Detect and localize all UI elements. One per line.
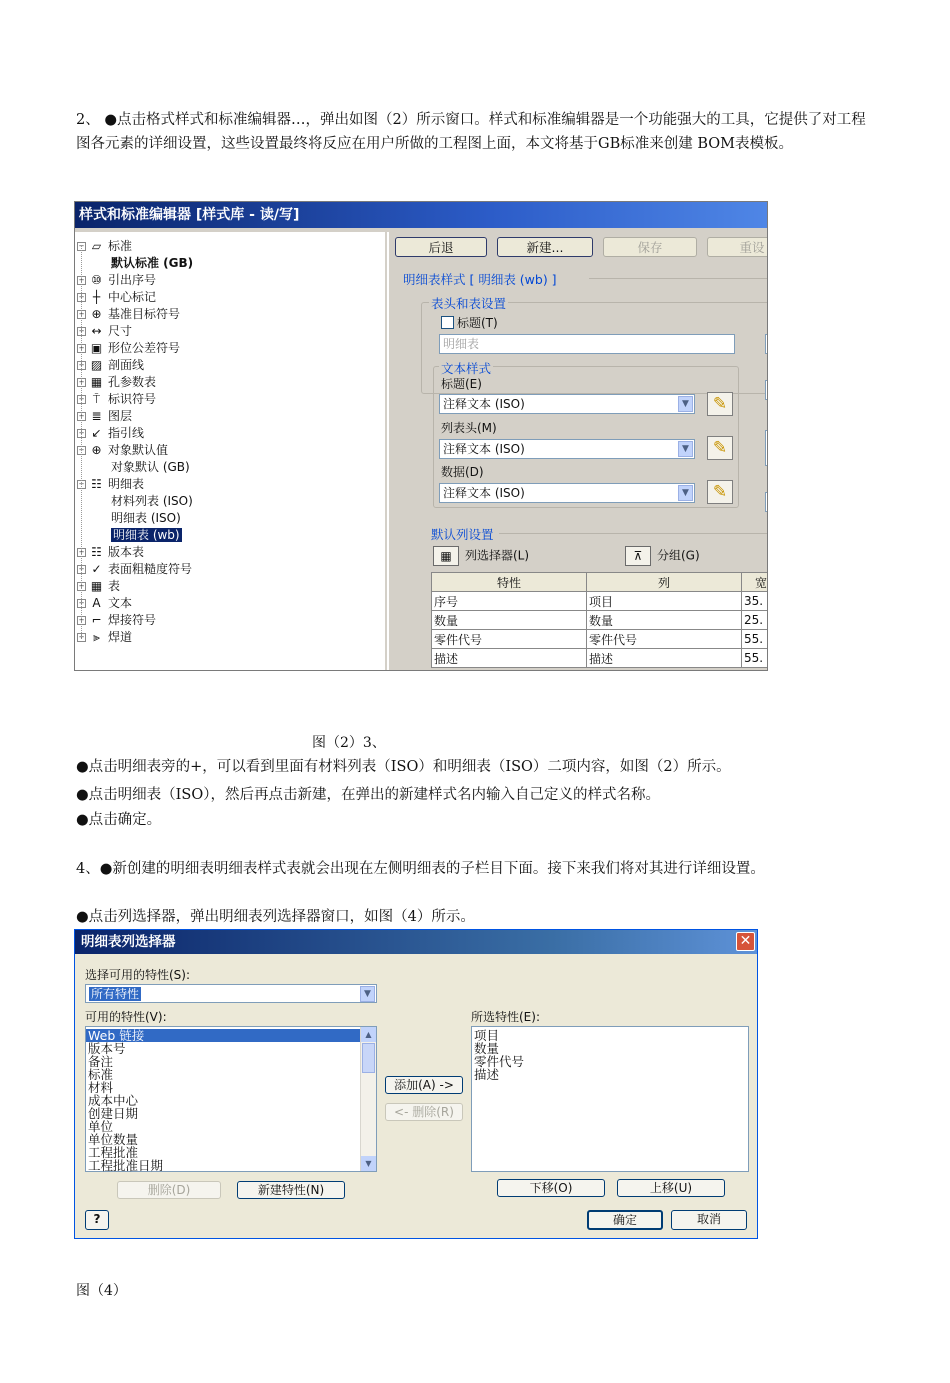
default-columns-grid[interactable] <box>431 572 768 668</box>
list-item[interactable]: 创建日期 <box>88 1106 139 1121</box>
new-property-button[interactable]: 新建特性(N) <box>237 1181 345 1199</box>
grid-cell: 描述 <box>587 649 742 668</box>
title-style-select[interactable] <box>439 394 695 414</box>
chevron-down-icon: ▼ <box>360 986 375 1002</box>
standard-icon: ▱ <box>91 239 102 253</box>
tree-item-label: 默认标准 (GB) <box>111 256 194 270</box>
scroll-thumb[interactable] <box>362 1043 375 1073</box>
move-down-button[interactable]: 下移(O) <box>497 1179 605 1197</box>
figure-caption-2: 图（2）3、 <box>312 735 386 751</box>
available-properties-label: 可用的特性(V): <box>85 1010 167 1024</box>
grid-cell: 25. <box>742 611 769 630</box>
column-chooser-icon: ▦ <box>433 546 459 566</box>
expand-icon[interactable]: + <box>78 633 85 641</box>
group-icon: ⊼ <box>625 546 651 566</box>
dimension-icon: ↔ <box>91 324 102 338</box>
tree-item[interactable] <box>77 323 132 340</box>
table-icon: ▦ <box>90 579 103 593</box>
tree-item-label: 指引线 <box>108 426 145 440</box>
tree-item[interactable] <box>77 272 156 289</box>
table-row[interactable] <box>432 630 769 649</box>
tree-item[interactable] <box>77 595 132 612</box>
scroll-down-icon[interactable]: ▼ <box>361 1156 376 1171</box>
help-icon[interactable]: ? <box>85 1210 109 1230</box>
ok-button[interactable]: 确定 <box>587 1210 663 1230</box>
grid-header-column[interactable]: 列 <box>587 573 742 592</box>
expand-icon[interactable]: + <box>78 344 85 352</box>
hatch-icon: ▨ <box>90 358 103 372</box>
list-item[interactable]: 工程批准日期 <box>88 1158 164 1173</box>
clipped-input[interactable] <box>765 380 768 400</box>
column-header-style-select[interactable] <box>439 439 695 459</box>
tree-item[interactable] <box>77 340 180 357</box>
grid-cell: 35. <box>742 592 769 611</box>
grid-header-width[interactable]: 宽 <box>742 573 769 592</box>
title-checkbox-label: 标题(T) <box>457 316 498 330</box>
tree-item-label: 对象默认 (GB) <box>111 460 190 474</box>
grid-header-row <box>432 573 769 592</box>
tree-item[interactable] <box>77 357 144 374</box>
tree-item[interactable] <box>77 391 156 408</box>
list-item[interactable]: 版本号 <box>88 1041 126 1056</box>
new-button[interactable]: 新建... <box>497 237 593 257</box>
grid-header-property[interactable]: 特性 <box>432 573 587 592</box>
bullet-expand: ●点击明细表旁的+，可以看到里面有材料列表（ISO）和明细表（ISO）二项内容，如图（2）所示。 <box>76 759 731 775</box>
list-scrollbar[interactable] <box>360 1027 376 1171</box>
object-defaults-icon: ⊕ <box>91 443 102 457</box>
cancel-button[interactable]: 取消 <box>671 1210 747 1230</box>
chevron-down-icon: ▼ <box>678 485 693 501</box>
available-properties-list[interactable] <box>85 1026 377 1172</box>
title-style-value: 注释文本 (ISO) <box>443 397 525 411</box>
clipped-input[interactable] <box>765 492 768 512</box>
tree-item[interactable] <box>77 578 120 595</box>
step4-paragraph: 4、●新创建的明细表明细表样式表就会出现在左侧明细表的子栏目下面。接下来我们将对其进行详细设置。 <box>76 861 765 877</box>
window-title: 样式和标准编辑器 [样式库 - 读/写] <box>75 202 767 228</box>
grid-cell: 序号 <box>432 592 587 611</box>
column-chooser-label: 列选择器(L) <box>465 548 530 563</box>
pencil-icon[interactable]: ✎ <box>707 480 733 504</box>
tree-item-label: 明细表 (wb) <box>113 528 180 542</box>
grid-cell: 数量 <box>432 611 587 630</box>
center-mark-icon: ┼ <box>92 290 101 304</box>
style-tree[interactable] <box>75 232 385 671</box>
list-item[interactable]: 零件代号 <box>474 1054 525 1069</box>
grid-cell: 项目 <box>587 592 742 611</box>
group-label: 分组(G) <box>657 548 700 563</box>
table-row[interactable] <box>432 611 769 630</box>
header-divider <box>589 278 768 279</box>
tree-item-label: 标准 <box>108 239 133 253</box>
tree-item[interactable] <box>77 306 180 323</box>
leader-icon: ↙ <box>91 426 102 440</box>
expand-icon[interactable]: + <box>78 276 85 284</box>
tree-item[interactable] <box>77 612 156 629</box>
expand-icon[interactable]: + <box>78 565 85 573</box>
intro-paragraph: 2、 ●点击格式样式和标准编辑器…，弹出如图（2）所示窗口。样式和标准编辑器是一个功能强大的工具，它提供了对工程图各元素的详细设置，这些设置最终将反应在用户所做的工程图上面，本文将基于GB标准来创建 BOM表模板。 <box>76 112 866 152</box>
group-button[interactable] <box>625 546 700 566</box>
column-chooser-button[interactable] <box>433 546 529 566</box>
tree-item-label: 基准目标符号 <box>108 307 181 321</box>
expand-icon[interactable]: + <box>78 310 85 318</box>
chevron-down-icon: ▼ <box>678 441 693 457</box>
tree-item[interactable] <box>111 459 190 476</box>
list-item[interactable]: 项目 <box>474 1028 500 1043</box>
bullet-new-style: ●点击明细表（ISO），然后再点击新建，在弹出的新建样式名内输入自己定义的样式名称。 <box>76 787 660 803</box>
pencil-icon[interactable]: ✎ <box>707 392 733 416</box>
selected-properties-list[interactable] <box>471 1026 749 1172</box>
expand-icon[interactable]: + <box>78 616 85 624</box>
tree-item[interactable] <box>77 238 132 255</box>
grid-cell: 数量 <box>587 611 742 630</box>
selected-properties-label: 所选特性(E): <box>471 1010 540 1024</box>
list-item[interactable]: 备注 <box>88 1054 114 1069</box>
select-properties-label: 选择可用的特性(S): <box>85 968 191 982</box>
column-header-label: 列表头(M) <box>441 421 497 435</box>
grid-cell: 描述 <box>432 649 587 668</box>
expand-icon[interactable]: + <box>78 548 85 556</box>
tree-item-label: 材料列表 (ISO) <box>111 494 193 508</box>
default-cols-divider <box>499 533 768 534</box>
list-item[interactable]: 描述 <box>474 1067 500 1082</box>
tree-item-label: 明细表 <box>108 477 145 491</box>
back-button[interactable]: 后退 <box>395 237 487 257</box>
chevron-down-icon: ▼ <box>678 396 693 412</box>
move-up-button[interactable]: 上移(U) <box>617 1179 725 1197</box>
tree-item-label: 形位公差符号 <box>108 341 181 355</box>
tree-item-label: 中心标记 <box>108 290 157 304</box>
tree-item[interactable] <box>77 408 132 425</box>
checkbox-box <box>441 316 454 329</box>
tree-item-label: 文本 <box>108 596 133 610</box>
tree-item[interactable] <box>77 289 156 306</box>
title-style-label: 标题(E) <box>441 377 482 391</box>
tree-item[interactable] <box>77 561 192 578</box>
scroll-up-icon[interactable]: ▲ <box>361 1027 376 1042</box>
tree-item[interactable] <box>111 493 193 510</box>
grid-cell: 零件代号 <box>432 630 587 649</box>
tree-item[interactable] <box>111 255 193 272</box>
tree-item[interactable] <box>77 425 144 442</box>
grid-cell: 55. <box>742 649 769 668</box>
weld-bead-icon: ⫸ <box>93 630 100 644</box>
tree-item-label: 焊接符号 <box>108 613 157 627</box>
bullet-confirm: ●点击确定。 <box>76 812 162 828</box>
tree-item[interactable] <box>77 629 132 646</box>
table-row[interactable] <box>432 649 769 668</box>
title-checkbox[interactable] <box>441 314 498 331</box>
text-style-title: 文本样式 <box>441 361 492 376</box>
grid-cell: 零件代号 <box>587 630 742 649</box>
dialog-title: 明细表列选择器 <box>75 930 757 954</box>
style-editor-window <box>74 201 768 671</box>
tree-item-label: 剖面线 <box>108 358 145 372</box>
delete-button[interactable]: 删除(D) <box>117 1181 221 1199</box>
tree-item-label: 表 <box>108 579 121 593</box>
data-style-value: 注释文本 (ISO) <box>443 486 525 500</box>
expand-icon[interactable]: + <box>78 378 85 386</box>
save-button[interactable]: 保存 <box>603 237 697 257</box>
collapse-icon[interactable]: − <box>78 446 85 454</box>
title-input[interactable]: 明细表 <box>439 334 735 354</box>
expand-icon[interactable]: + <box>78 412 85 420</box>
list-item[interactable]: 工程批准 <box>88 1145 139 1160</box>
style-header: 明细表样式 [ 明细表 (wb) ] <box>403 272 557 287</box>
tree-item[interactable] <box>77 544 144 561</box>
header-settings-title: 表头和表设置 <box>431 296 507 311</box>
remove-button[interactable]: <- 删除(R) <box>385 1103 463 1121</box>
figure-caption-4: 图（4） <box>76 1283 127 1299</box>
list-item[interactable]: 标准 <box>88 1067 114 1082</box>
clipped-input[interactable] <box>765 334 768 354</box>
revision-table-icon: ☷ <box>91 545 102 559</box>
tree-item[interactable] <box>77 442 168 459</box>
expand-icon[interactable]: + <box>78 327 85 335</box>
expand-icon[interactable]: + <box>78 395 85 403</box>
grid-cell: 55. <box>742 630 769 649</box>
tree-item-label: 焊道 <box>108 630 133 644</box>
collapse-icon[interactable]: − <box>78 480 85 488</box>
reset-button[interactable]: 重设 <box>707 237 768 257</box>
column-header-style-value: 注释文本 (ISO) <box>443 442 525 456</box>
tree-item-label: 版本表 <box>108 545 145 559</box>
list-item[interactable]: 材料 <box>88 1080 114 1095</box>
balloon-icon: ⑩ <box>91 273 102 287</box>
tolerance-icon: ▣ <box>90 341 103 355</box>
tree-item-label: 引出序号 <box>108 273 157 287</box>
list-item[interactable]: 单位数量 <box>88 1132 139 1147</box>
clipped-input[interactable] <box>765 430 768 466</box>
list-item[interactable]: 数量 <box>474 1041 500 1056</box>
tree-item-label: 图层 <box>108 409 133 423</box>
text-icon: A <box>92 596 101 610</box>
expand-icon[interactable]: + <box>78 582 85 590</box>
expand-icon[interactable]: + <box>78 293 85 301</box>
expand-icon[interactable]: + <box>78 429 85 437</box>
tree-item[interactable] <box>77 476 144 493</box>
id-symbol-icon: ⍑ <box>92 392 101 406</box>
style-settings-pane <box>387 232 768 671</box>
list-item[interactable]: 成本中心 <box>88 1093 139 1108</box>
tree-item-label: 对象默认值 <box>108 443 169 457</box>
data-style-select[interactable] <box>439 483 695 503</box>
hole-table-icon: ▦ <box>90 375 103 389</box>
default-columns-title: 默认列设置 <box>431 527 494 542</box>
data-label: 数据(D) <box>441 465 484 479</box>
tree-connector <box>81 246 82 637</box>
datum-target-icon: ⊕ <box>91 307 102 321</box>
expand-icon[interactable]: + <box>78 599 85 607</box>
tree-item-label: 孔参数表 <box>108 375 157 389</box>
parts-list-icon: ☷ <box>91 477 102 491</box>
tree-item-label: 明细表 (ISO) <box>111 511 181 525</box>
expand-icon[interactable]: + <box>78 361 85 369</box>
tree-item-label: 表面粗糙度符号 <box>108 562 193 576</box>
list-item[interactable]: 单位 <box>88 1119 114 1134</box>
tree-item[interactable] <box>77 374 156 391</box>
table-row[interactable] <box>432 592 769 611</box>
tree-item-label: 标识符号 <box>108 392 157 406</box>
layer-icon: ≣ <box>91 409 102 423</box>
close-icon[interactable]: ✕ <box>736 932 755 951</box>
tree-item[interactable] <box>111 527 182 544</box>
property-filter-value: 所有特性 <box>91 987 140 1001</box>
tree-item[interactable] <box>111 510 181 527</box>
weld-symbol-icon: ⌐ <box>91 613 102 627</box>
collapse-icon[interactable]: − <box>78 242 85 250</box>
column-chooser-dialog <box>74 929 758 1239</box>
list-item[interactable]: Web 链接 <box>86 1029 360 1042</box>
bullet-column-chooser: ●点击列选择器，弹出明细表列选择器窗口，如图（4）所示。 <box>76 909 475 925</box>
add-button[interactable]: 添加(A) -> <box>385 1076 463 1094</box>
pencil-icon[interactable]: ✎ <box>707 436 733 460</box>
surface-texture-icon: ✓ <box>91 562 102 576</box>
tree-item-label: 尺寸 <box>108 324 133 338</box>
property-filter-select[interactable] <box>85 984 377 1003</box>
